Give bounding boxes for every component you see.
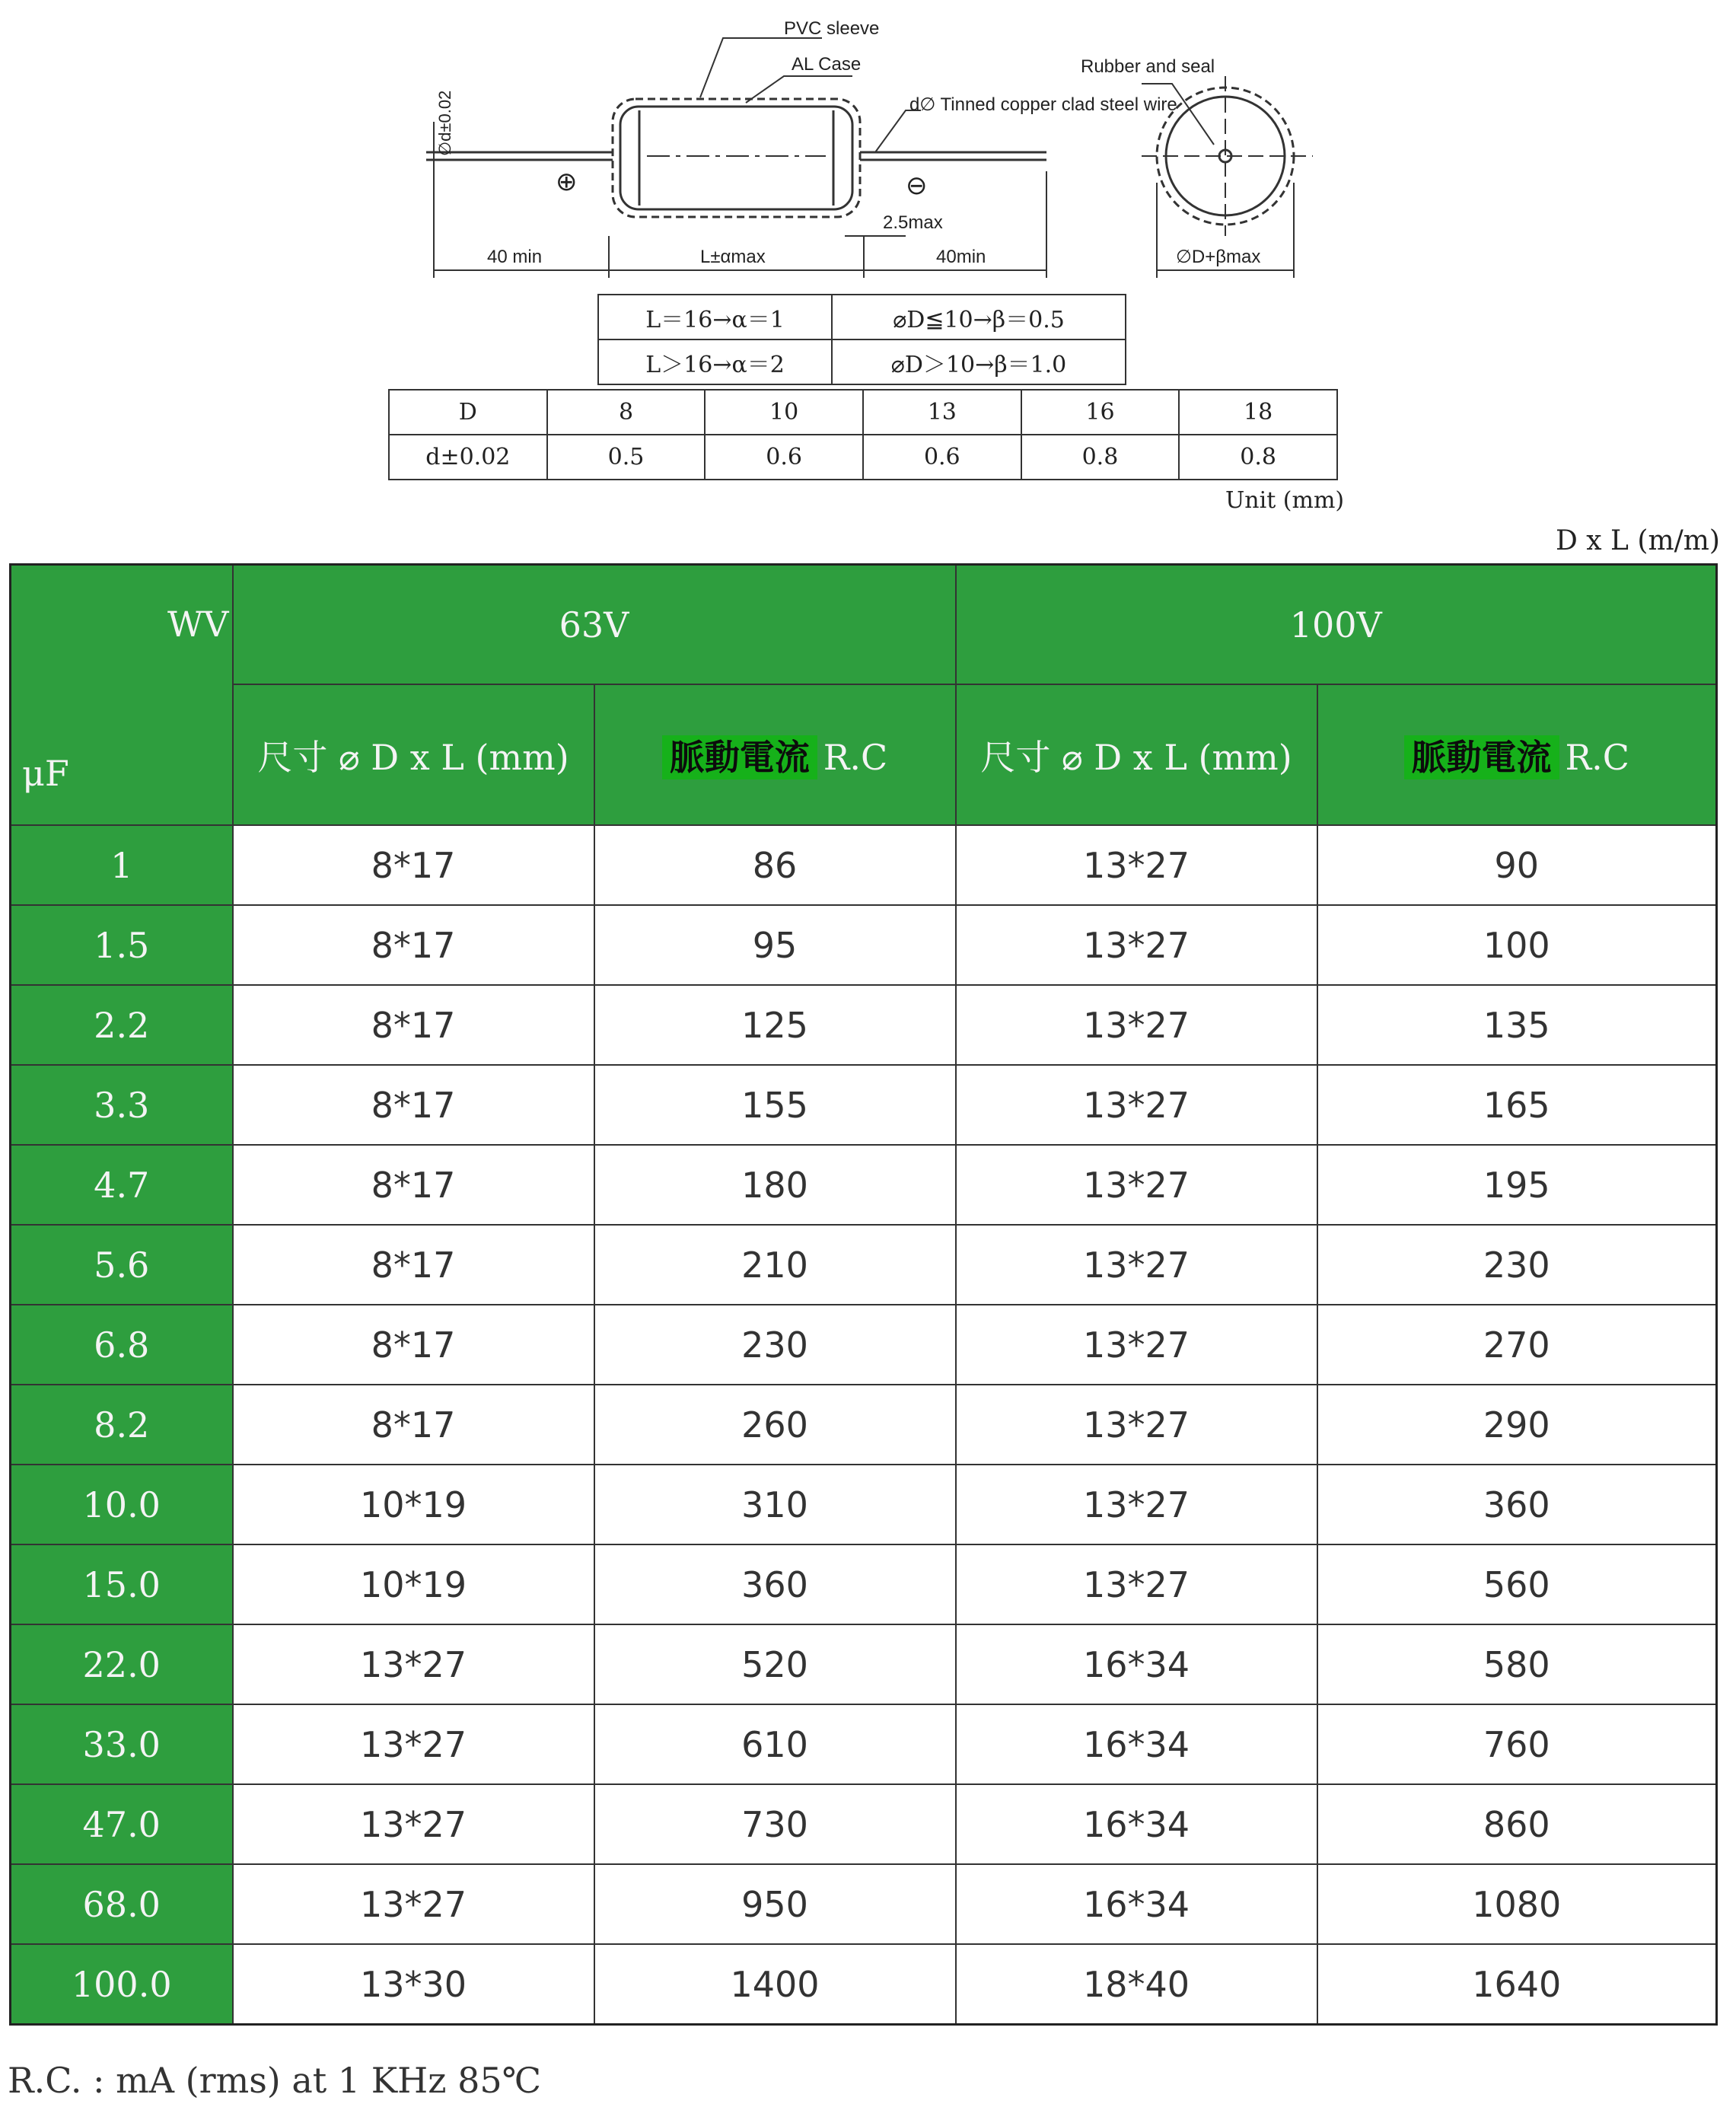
size-100v-cell: 16*34 bbox=[956, 1704, 1317, 1784]
dia-cell: D bbox=[389, 390, 547, 435]
ripple-100v-cell: 580 bbox=[1317, 1624, 1717, 1704]
ripple-100v-cell: 230 bbox=[1317, 1225, 1717, 1305]
ripple-63v-cell: 950 bbox=[594, 1864, 956, 1944]
capacitance-cell: 1.5 bbox=[11, 905, 233, 985]
footnote: R.C. : mA (rms) at 1 KHz 85℃ bbox=[8, 2060, 542, 2101]
size-63v-cell: 13*27 bbox=[233, 1784, 594, 1864]
dxl-unit-note: D x L (m/m) bbox=[1556, 525, 1720, 556]
ripple-100v-cell: 135 bbox=[1317, 985, 1717, 1065]
ripple-63v-cell: 86 bbox=[594, 825, 956, 905]
size-100v-cell: 18*40 bbox=[956, 1944, 1317, 2025]
size-63v-cell: 13*27 bbox=[233, 1864, 594, 1944]
ripple-63v-cell: 520 bbox=[594, 1624, 956, 1704]
table-row bbox=[11, 1065, 1717, 1145]
size-100v-cell: 13*27 bbox=[956, 1385, 1317, 1465]
dia-cell: 0.5 bbox=[547, 435, 706, 480]
ripple-100v-cell: 560 bbox=[1317, 1544, 1717, 1624]
ripple-highlight: 脈動電流 bbox=[662, 735, 817, 779]
tolerance-cell: L＝16→α＝1 bbox=[598, 295, 832, 339]
table-row bbox=[389, 390, 1337, 435]
dia-cell: 16 bbox=[1021, 390, 1180, 435]
size-100v-cell: 16*34 bbox=[956, 1624, 1317, 1704]
capacitor-dimension-drawing bbox=[411, 8, 1324, 289]
ripple-header bbox=[1317, 684, 1717, 825]
lead-diameter-table bbox=[388, 389, 1338, 480]
table-row bbox=[11, 825, 1717, 905]
tolerance-table bbox=[597, 294, 1126, 385]
size-63v-cell: 8*17 bbox=[233, 905, 594, 985]
size-63v-cell: 8*17 bbox=[233, 1065, 594, 1145]
rubber-seal-label: Rubber and seal bbox=[1081, 56, 1215, 77]
ripple-100v-cell: 100 bbox=[1317, 905, 1717, 985]
table-row bbox=[11, 1385, 1717, 1465]
size-100v-cell: 13*27 bbox=[956, 1065, 1317, 1145]
size-63v-cell: 10*19 bbox=[233, 1465, 594, 1544]
capacitance-cell: 47.0 bbox=[11, 1784, 233, 1864]
ripple-100v-cell: 760 bbox=[1317, 1704, 1717, 1784]
dim-25max: 2.5max bbox=[883, 212, 943, 233]
size-63v-cell: 13*30 bbox=[233, 1944, 594, 2025]
table-row bbox=[11, 1864, 1717, 1944]
ripple-100v-cell: 90 bbox=[1317, 825, 1717, 905]
ripple-63v-cell: 1400 bbox=[594, 1944, 956, 2025]
subheader-row bbox=[11, 684, 1717, 825]
size-100v-cell: 13*27 bbox=[956, 825, 1317, 905]
size-100v-cell: 13*27 bbox=[956, 985, 1317, 1065]
capacitor-spec-table bbox=[9, 563, 1718, 2026]
capacitance-cell: 5.6 bbox=[11, 1225, 233, 1305]
table-row bbox=[11, 905, 1717, 985]
table-row bbox=[11, 985, 1717, 1065]
ripple-header bbox=[594, 684, 956, 825]
table-row bbox=[598, 295, 1126, 339]
capacitance-cell: 33.0 bbox=[11, 1704, 233, 1784]
dia-cell: 0.6 bbox=[863, 435, 1021, 480]
table-row bbox=[598, 339, 1126, 384]
size-100v-cell: 13*27 bbox=[956, 1225, 1317, 1305]
size-63v-cell: 8*17 bbox=[233, 1145, 594, 1225]
size-63v-cell: 8*17 bbox=[233, 1385, 594, 1465]
tolerance-cell: L＞16→α＝2 bbox=[598, 339, 832, 384]
dia-cell: 0.8 bbox=[1179, 435, 1337, 480]
table-row bbox=[11, 1704, 1717, 1784]
table-row bbox=[11, 1624, 1717, 1704]
dim-40min-right: 40min bbox=[936, 247, 986, 267]
dia-cell: 8 bbox=[547, 390, 706, 435]
ripple-100v-cell: 165 bbox=[1317, 1065, 1717, 1145]
size-100v-cell: 13*27 bbox=[956, 905, 1317, 985]
ripple-63v-cell: 95 bbox=[594, 905, 956, 985]
capacitance-cell: 8.2 bbox=[11, 1385, 233, 1465]
voltage-header-63v: 63V bbox=[233, 565, 956, 685]
ripple-100v-cell: 290 bbox=[1317, 1385, 1717, 1465]
size-header: 尺寸 ⌀ D x L (mm) bbox=[233, 684, 594, 825]
ripple-63v-cell: 230 bbox=[594, 1305, 956, 1385]
size-63v-cell: 13*27 bbox=[233, 1704, 594, 1784]
size-100v-cell: 13*27 bbox=[956, 1305, 1317, 1385]
ripple-63v-cell: 180 bbox=[594, 1145, 956, 1225]
table-row bbox=[389, 435, 1337, 480]
dia-cell: 10 bbox=[705, 390, 863, 435]
size-63v-cell: 8*17 bbox=[233, 1225, 594, 1305]
size-63v-cell: 10*19 bbox=[233, 1544, 594, 1624]
size-63v-cell: 8*17 bbox=[233, 1305, 594, 1385]
tinned-wire-label: d∅ Tinned copper clad steel wire bbox=[909, 94, 1177, 115]
table-row bbox=[11, 1305, 1717, 1385]
ripple-63v-cell: 210 bbox=[594, 1225, 956, 1305]
lead-dia-label: ∅d±0.02 bbox=[435, 90, 454, 156]
ripple-100v-cell: 860 bbox=[1317, 1784, 1717, 1864]
capacitance-cell: 10.0 bbox=[11, 1465, 233, 1544]
ripple-rc-label: R.C bbox=[823, 736, 888, 778]
ripple-100v-cell: 1080 bbox=[1317, 1864, 1717, 1944]
capacitance-cell: 22.0 bbox=[11, 1624, 233, 1704]
size-100v-cell: 16*34 bbox=[956, 1864, 1317, 1944]
dia-cell: 13 bbox=[863, 390, 1021, 435]
size-100v-cell: 13*27 bbox=[956, 1544, 1317, 1624]
table-row bbox=[11, 1225, 1717, 1305]
ripple-63v-cell: 155 bbox=[594, 1065, 956, 1145]
voltage-header-100v: 100V bbox=[956, 565, 1717, 685]
tolerance-cell: ⌀D＞10→β＝1.0 bbox=[832, 339, 1126, 384]
minus-symbol: ⊖ bbox=[906, 171, 928, 200]
capacitance-cell: 68.0 bbox=[11, 1864, 233, 1944]
dia-cell: 18 bbox=[1179, 390, 1337, 435]
capacitance-cell: 1 bbox=[11, 825, 233, 905]
size-100v-cell: 13*27 bbox=[956, 1145, 1317, 1225]
dia-cell: 0.8 bbox=[1021, 435, 1180, 480]
ripple-63v-cell: 610 bbox=[594, 1704, 956, 1784]
wv-label: WV bbox=[167, 604, 229, 645]
ripple-100v-cell: 360 bbox=[1317, 1465, 1717, 1544]
ripple-100v-cell: 1640 bbox=[1317, 1944, 1717, 2025]
table-row bbox=[11, 1784, 1717, 1864]
ripple-rc-label: R.C bbox=[1565, 736, 1629, 778]
capacitance-cell: 6.8 bbox=[11, 1305, 233, 1385]
size-63v-cell: 13*27 bbox=[233, 1624, 594, 1704]
tolerance-cell: ⌀D≦10→β＝0.5 bbox=[832, 295, 1126, 339]
capacitance-cell: 15.0 bbox=[11, 1544, 233, 1624]
dia-cell: d±0.02 bbox=[389, 435, 547, 480]
table-row bbox=[11, 1465, 1717, 1544]
size-63v-cell: 8*17 bbox=[233, 825, 594, 905]
dia-cell: 0.6 bbox=[705, 435, 863, 480]
ripple-63v-cell: 360 bbox=[594, 1544, 956, 1624]
table-row bbox=[11, 1944, 1717, 2025]
ripple-highlight: 脈動電流 bbox=[1404, 735, 1559, 779]
dim-diameter: ∅D+βmax bbox=[1176, 247, 1261, 267]
unit-note: Unit (mm) bbox=[1225, 487, 1345, 514]
capacitance-cell: 100.0 bbox=[11, 1944, 233, 2025]
ripple-63v-cell: 730 bbox=[594, 1784, 956, 1864]
size-100v-cell: 16*34 bbox=[956, 1784, 1317, 1864]
al-case-label: AL Case bbox=[792, 54, 862, 75]
plus-symbol: ⊕ bbox=[556, 167, 578, 196]
capacitance-cell: 4.7 bbox=[11, 1145, 233, 1225]
uf-label: μF bbox=[22, 753, 69, 794]
dim-length: L±αmax bbox=[700, 247, 766, 267]
header-row bbox=[11, 565, 1717, 685]
capacitance-cell: 2.2 bbox=[11, 985, 233, 1065]
ripple-63v-cell: 125 bbox=[594, 985, 956, 1065]
capacitance-cell: 3.3 bbox=[11, 1065, 233, 1145]
table-row bbox=[11, 1145, 1717, 1225]
pvc-sleeve-label: PVC sleeve bbox=[784, 18, 880, 39]
table-row bbox=[11, 1544, 1717, 1624]
size-header: 尺寸 ⌀ D x L (mm) bbox=[956, 684, 1317, 825]
size-63v-cell: 8*17 bbox=[233, 985, 594, 1065]
ripple-63v-cell: 260 bbox=[594, 1385, 956, 1465]
size-100v-cell: 13*27 bbox=[956, 1465, 1317, 1544]
dim-40min-left: 40 min bbox=[487, 247, 543, 267]
ripple-100v-cell: 195 bbox=[1317, 1145, 1717, 1225]
ripple-100v-cell: 270 bbox=[1317, 1305, 1717, 1385]
ripple-63v-cell: 310 bbox=[594, 1465, 956, 1544]
corner-header bbox=[11, 565, 233, 826]
